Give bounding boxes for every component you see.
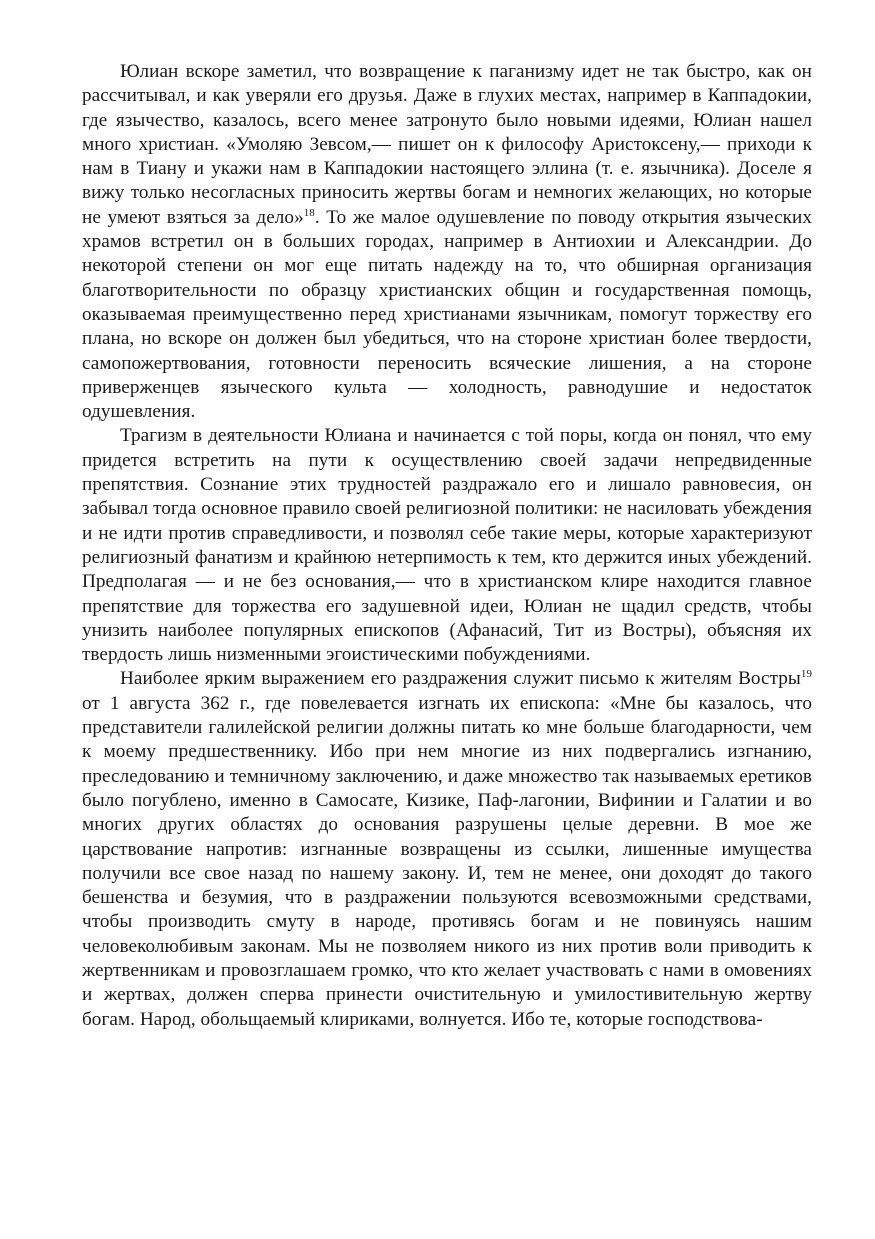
footnote-ref-18: 18 xyxy=(303,206,315,219)
paragraph-3-text-a: Наиболее ярким выражением его раздражения служит письмо к жителям Востры xyxy=(120,668,801,690)
paragraph-1-text-b: . То же малое одушевление по поводу открытия языческих храмов встретил он в больших городах, например в Антиохии и Александрии. До некоторой степени он мог еще питать надежду на то, что обширная организация благотворительности по образцу христианских общин и государственная помощь, оказываемая преимущественно перед христианами язычникам, помогут торжеству его плана, но вскоре он должен был убедиться, что на стороне христиан более твердости, самопожертвования, готовности переносить всяческие лишения, а на стороне приверженцев языческого культа — холодность, равнодушие и недостаток одушевления. xyxy=(82,206,812,423)
document-page xyxy=(82,60,812,1032)
footnote-ref-19: 19 xyxy=(800,668,812,681)
paragraph-3 xyxy=(82,667,812,1031)
paragraph-3-text-b: от 1 августа 362 г., где повелевается изгнать их епископа: «Мне бы казалось, что представители галилейской религии должны питать ко мне больше благодарности, чем к моему предшественнику. Ибо при нем многие из них подвергались изгнанию, преследованию и темничному заключению, и даже множество так называемых еретиков было погублено, именно в Самосате, Кизике, Паф-лагонии, Вифинии и Галатии и во многих других областях до основания разрушены целые деревни. В мое же царствование напротив: изгнанные возвращены из ссылки, лишенные имущества получили все свое назад по нашему закону. И, тем не менее, они доходят до такого бешенства и безумия, что в раздражении пользуются всевозможными средствами, чтобы производить смуту в народе, противясь богам и не повинуясь нашим человеколюбивым законам. Мы не позволяем никого из них против воли приводить к жертвенникам и провозглашаем громко, что кто желает участвовать с нами в омовениях и жертвах, должен сперва принести очистительную и умилостивительную жертву богам. Народ, обольщаемый клириками, волнуется. Ибо те, которые господствова- xyxy=(82,692,812,1030)
paragraph-1 xyxy=(82,60,812,424)
paragraph-1-text-a: Юлиан вскоре заметил, что возвращение к паганизму идет не так быстро, как он рассчитывал, и как уверяли его друзья. Даже в глухих местах, например в Каппадокии, где язычество, казалось, всего менее затронуто было новыми идеями, Юлиан нашел много христиан. «Умоляю Зевсом,— пишет он к философу Аристоксену,— приходи к нам в Тиану и укажи нам в Каппадокии настоящего эллина (т. е. язычника). Доселе я вижу только несогласных приносить жертвы богам и немногих желающих, но которые не умеют взяться за дело» xyxy=(82,61,812,228)
paragraph-2: Трагизм в деятельности Юлиана и начинается с той поры, когда он понял, что ему придется встретить на пути к осуществлению своей задачи непредвиденные препятствия. Сознание этих трудностей раздражало его и лишало равновесия, он забывал тогда основное правило своей религиозной политики: не насиловать убеждения и не идти против справедливости, и позволял себе такие меры, которые характеризуют религиозный фанатизм и крайнюю нетерпимость к тем, кто держится иных убеждений. Предполагая — и не без основания,— что в христианском клире находится главное препятствие для торжества его задушевной идеи, Юлиан не щадил средств, чтобы унизить наиболее популярных епископов (Афанасий, Тит из Востры), объясняя их твердость лишь низменными эгоистическими побуждениями. xyxy=(82,425,812,666)
